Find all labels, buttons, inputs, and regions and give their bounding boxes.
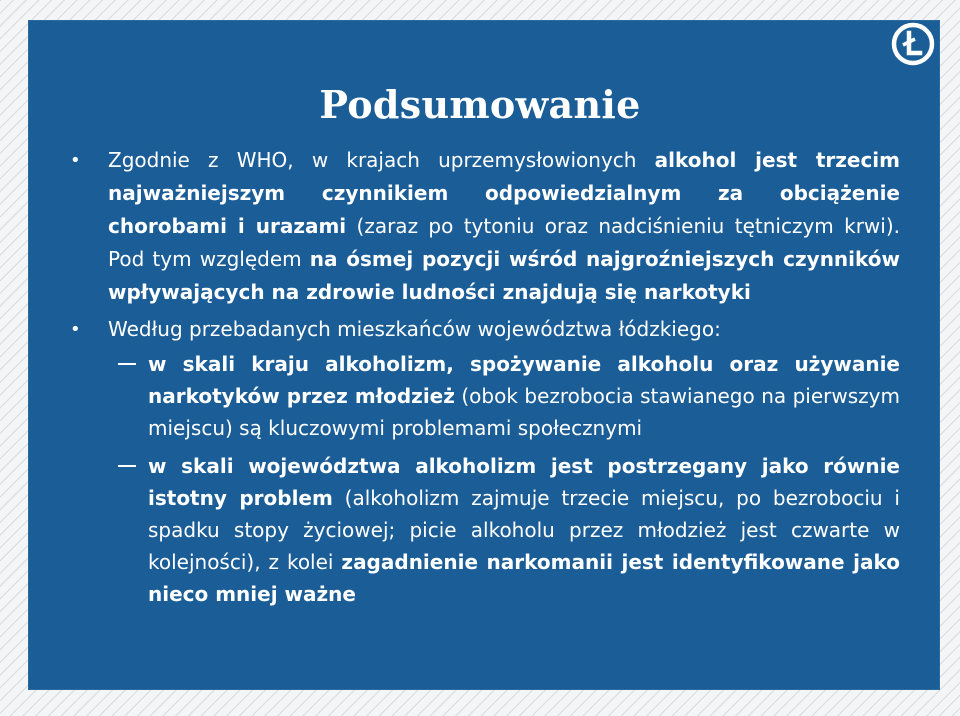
lodz-logo-icon bbox=[889, 20, 937, 68]
sub-item-voivodeship bbox=[148, 450, 900, 610]
dash-icon bbox=[118, 363, 136, 365]
bullet-dot-icon: • bbox=[70, 150, 81, 171]
sub-item-country bbox=[148, 348, 900, 444]
text-segment: w skali województwa alkoholizm jest postrzegany jako równie istotny problem bbox=[148, 454, 900, 510]
slide-content bbox=[64, 140, 900, 610]
text-segment: zagadnienie narkomanii jest identyfikowane jako nieco mniej ważne bbox=[148, 550, 900, 606]
text-segment: (obok bezrobocia stawianego na pierwszym miejscu) są kluczowymi problemami społecznymi bbox=[148, 384, 900, 440]
text-segment: Zgodnie z WHO, w krajach uprzemysłowionych bbox=[108, 148, 655, 172]
text-segment: alkohol jest trzecim najważniejszym czynnikiem odpowiedzialnym za obciążenie chorobami i urazami bbox=[108, 148, 900, 238]
text-segment: w skali kraju alkoholizm, spożywanie alkoholu oraz używanie narkotyków przez młodzież bbox=[148, 352, 900, 408]
bullet-item-survey bbox=[64, 313, 900, 346]
text-segment: na ósmej pozycji wśród najgroźniejszych czynników wpływających na zdrowie ludności znajdują się narkotyki bbox=[108, 247, 901, 304]
text-segment: (alkoholizm zajmuje trzecie miejscu, po bezrobociu i spadku stopy życiowej; picie alkoholu przez młodzież jest czwarte w kolejności), z kolei bbox=[148, 486, 900, 574]
text-segment: Według przebadanych mieszkańców województwa łódzkiego: bbox=[108, 317, 721, 341]
dash-icon bbox=[118, 465, 136, 467]
slide-title: Podsumowanie bbox=[319, 82, 641, 127]
bullet-item-who bbox=[64, 144, 900, 309]
bullet-dot-icon: • bbox=[70, 319, 81, 340]
text-segment: (zaraz po tytoniu oraz nadciśnieniu tętniczym krwi). Pod tym względem bbox=[108, 214, 900, 271]
